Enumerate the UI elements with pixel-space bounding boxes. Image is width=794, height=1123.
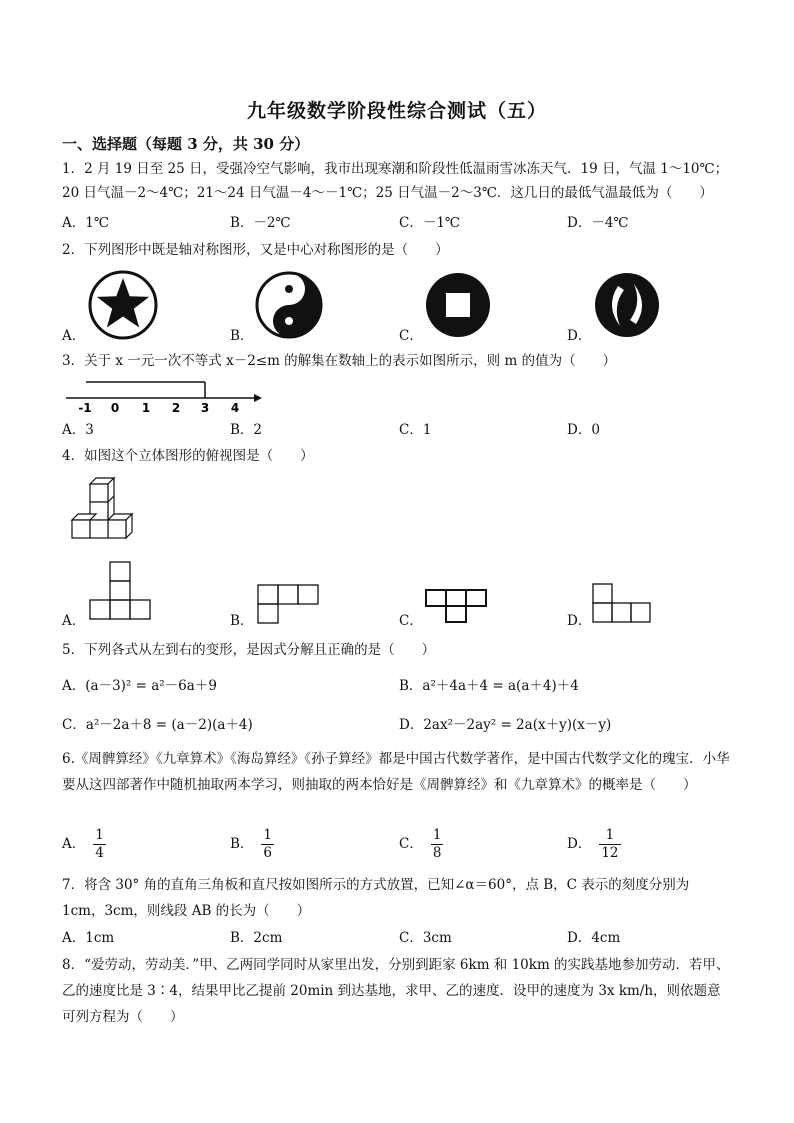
q2-option-c[interactable]: C． <box>399 328 423 344</box>
question-5-options-row2 <box>62 713 742 737</box>
q5-option-a[interactable]: A．(a－3)² = a²－6a＋9 <box>62 678 217 694</box>
q5-option-d[interactable]: D．2ax²－2ay² = 2a(x＋y)(x－y) <box>399 717 612 733</box>
denominator: 8 <box>432 845 442 861</box>
q2-option-d[interactable]: D． <box>567 328 592 344</box>
option-letter: C． <box>399 836 423 852</box>
question-1-options <box>62 211 742 235</box>
question-5-text: 5．下列各式从左到右的变形，是因式分解且正确的是（ ） <box>62 642 436 658</box>
denominator: 6 <box>263 845 273 861</box>
axis-tick-label: 0 <box>110 401 120 415</box>
q2-option-a[interactable]: A． <box>62 328 86 344</box>
question-3-text: 3．关于 x 一元一次不等式 x－2≤m 的解集在数轴上的表示如图所示，则 m 的值为（ ） <box>62 353 617 369</box>
q7-option-d[interactable]: D．4cm <box>567 930 621 946</box>
axis-tick-label: -1 <box>78 401 92 415</box>
q7-option-b[interactable]: B．2cm <box>230 930 283 946</box>
number-line-figure <box>62 376 282 416</box>
denominator: 12 <box>601 845 619 861</box>
denominator: 4 <box>95 845 104 861</box>
solid-figure <box>62 472 152 552</box>
q4-option-b[interactable]: B． <box>230 613 254 629</box>
axis-tick-label: 1 <box>141 401 151 415</box>
numerator: 1 <box>432 827 442 843</box>
q2-option-b[interactable]: B． <box>230 328 254 344</box>
q6-option-a[interactable] <box>62 827 106 862</box>
axis-tick-label: 4 <box>230 401 240 415</box>
numerator: 1 <box>263 827 273 843</box>
q7-option-c[interactable]: C．3cm <box>399 930 452 946</box>
fraction <box>431 827 444 862</box>
q4-option-a[interactable]: A． <box>62 613 86 629</box>
q1-option-a[interactable]: A．1℃ <box>62 215 109 231</box>
axis-tick-label: 2 <box>171 401 181 415</box>
question-5-options-row1 <box>62 674 742 698</box>
q6-option-d[interactable] <box>567 827 621 862</box>
numerator: 1 <box>599 827 620 845</box>
page-title: 九年级数学阶段性综合测试（五） <box>246 100 547 122</box>
fraction <box>599 827 620 862</box>
question-2-options <box>62 324 742 348</box>
q3-option-b[interactable]: B．2 <box>230 422 263 438</box>
q4-option-c[interactable]: C． <box>399 613 423 629</box>
q3-option-d[interactable]: D．0 <box>567 422 600 438</box>
q7-option-a[interactable]: A．1cm <box>62 930 115 946</box>
option-letter: B． <box>230 836 254 852</box>
question-3-options <box>62 418 742 442</box>
option-letter: A． <box>62 836 86 852</box>
question-6-options <box>62 827 742 867</box>
question-8-text: 8．“爱劳动，劳动美．”甲、乙两同学同时从家里出发，分别到距家 6km 和 10km 的实践基地参加劳动．若甲、乙的速度比是 3∶4，结果甲比乙提前 20min 到达基地，求甲、乙的速度．设甲的速度为 3x km/h，则依题意可列方程为（ ） <box>62 957 730 1025</box>
question-2-text: 2．下列图形中既是轴对称图形，又是中心对称图形的是（ ） <box>62 242 449 258</box>
q5-option-c[interactable]: C．a²－2a＋8 = (a－2)(a＋4) <box>62 717 253 733</box>
q1-option-d[interactable]: D．－4℃ <box>567 215 629 231</box>
q5-option-b[interactable]: B．a²＋4a＋4 = a(a＋4)＋4 <box>399 678 579 694</box>
q1-option-b[interactable]: B．－2℃ <box>230 215 291 231</box>
question-7-options <box>62 926 742 950</box>
q4-option-d[interactable]: D． <box>567 613 592 629</box>
numerator: 1 <box>95 827 104 843</box>
fraction <box>261 827 274 862</box>
q1-option-c[interactable]: C．－1℃ <box>399 215 461 231</box>
option-letter: D． <box>567 836 592 852</box>
question-4-options <box>62 609 742 633</box>
section-heading: 一、选择题（每题 3 分，共 30 分） <box>62 135 310 153</box>
question-7-text: 7．将含 30° 角的直角三角板和直尺按如图所示的方式放置，已知∠α＝60°，点 B，C 表示的刻度分别为 1cm，3cm，则线段 AB 的长为（ ） <box>62 877 690 919</box>
axis-tick-label: 3 <box>200 401 210 415</box>
question-4-text: 4．如图这个立体图形的俯视图是（ ） <box>62 448 314 464</box>
question-6-text: 6.《周髀算经》《九章算术》《海岛算经》《孙子算经》都是中国古代数学著作，是中国古代数学文化的瑰宝．小华要从这四部著作中随机抽取两本学习，则抽取的两本恰好是《周髀算经》和《九章算术》的概率是（ ） <box>62 751 730 793</box>
q3-option-a[interactable]: A．3 <box>62 422 94 438</box>
q6-option-c[interactable] <box>399 827 443 862</box>
question-1-text: 1．2 月 19 日至 25 日，受强冷空气影响，我市出现寒潮和阶段性低温雨雪冰冻天气．19 日，气温 1～10℃；20 日气温－2～4℃；21～24 日气温－4～－1℃；25 日气温－2～3℃．这几日的最低气温最低为（ ） <box>62 161 729 201</box>
q6-option-b[interactable] <box>230 827 274 862</box>
fraction <box>93 827 106 862</box>
q3-option-c[interactable]: C．1 <box>399 422 432 438</box>
